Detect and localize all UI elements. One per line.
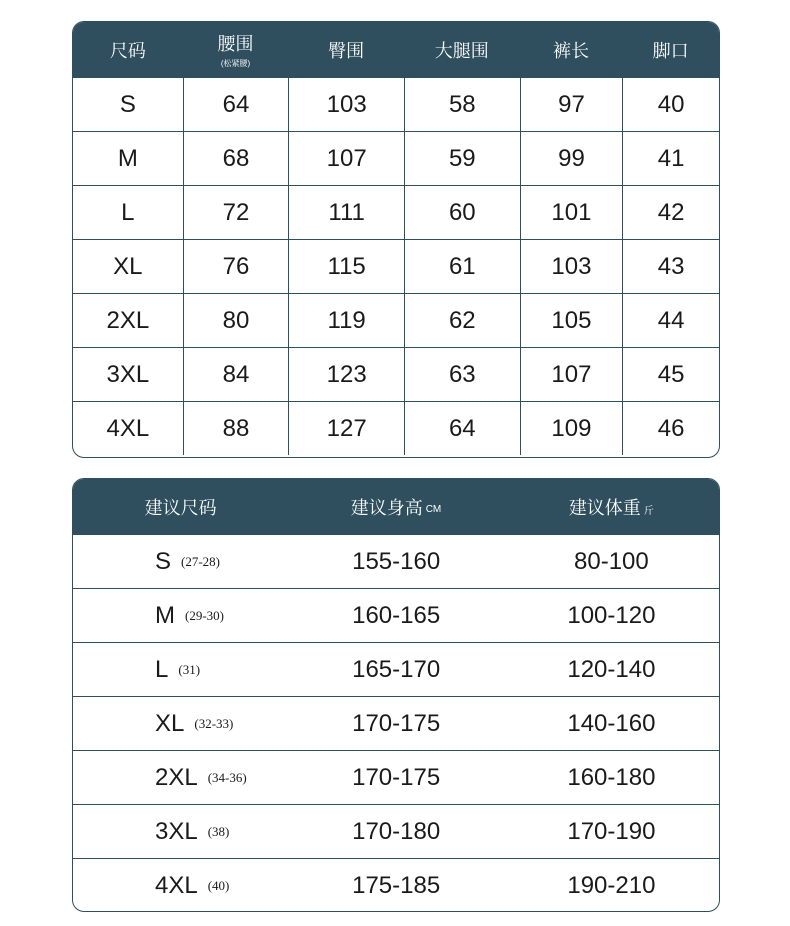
table-cell: 40	[622, 78, 719, 131]
header-label: 大腿围	[434, 40, 489, 61]
table-cell: 107	[288, 132, 404, 185]
size-label: S	[155, 547, 172, 575]
table-row	[73, 858, 719, 912]
size-label: 3XL	[155, 817, 198, 845]
table-cell: XL	[113, 252, 143, 280]
weight-cell: 140-160	[567, 709, 656, 737]
header-cell-recommended-height	[288, 479, 503, 534]
size-cell	[73, 643, 289, 696]
header-cell-thigh	[404, 22, 520, 77]
table-cell: 59	[404, 132, 520, 185]
height-cell: 170-180	[352, 817, 441, 845]
table-row	[73, 534, 719, 588]
header-cell-waist	[183, 22, 289, 77]
table-cell: 80	[183, 294, 289, 347]
size-cell	[73, 589, 289, 642]
waist-range-label: (29-30)	[185, 607, 224, 623]
table-cell: 62	[404, 294, 520, 347]
header-cell-recommended-weight	[504, 479, 719, 534]
header-cell-size	[73, 22, 183, 77]
waist-range-label: (40)	[207, 877, 230, 893]
header-sublabel: (松紧腰)	[220, 59, 251, 68]
waist-range-label: (27-28)	[181, 553, 221, 569]
recommendation-header-row	[73, 479, 719, 534]
table-cell: 97	[520, 78, 623, 131]
table-cell: 109	[520, 402, 623, 455]
weight-cell: 100-120	[567, 601, 656, 629]
header-cell-hem	[622, 22, 719, 77]
table-cell: 107	[520, 348, 623, 401]
recommendation-table	[72, 478, 720, 912]
table-cell: M	[117, 144, 138, 172]
table-cell: 64	[404, 402, 520, 455]
header-unit: CM	[425, 504, 442, 515]
header-label: 脚口	[652, 40, 689, 61]
table-cell: 123	[288, 348, 404, 401]
table-cell: 4XL	[106, 414, 150, 442]
header-label: 建议尺码	[144, 497, 217, 518]
height-cell: 170-175	[352, 709, 441, 737]
table-cell: 41	[622, 132, 719, 185]
waist-range-label: (38)	[207, 823, 230, 839]
height-cell: 170-175	[352, 763, 441, 791]
header-label: 裤长	[552, 40, 589, 61]
table-row	[73, 77, 719, 131]
size-cell	[73, 535, 289, 588]
table-row	[73, 131, 719, 185]
size-label: M	[155, 601, 175, 629]
header-cell-length	[520, 22, 623, 77]
table-cell: 42	[622, 186, 719, 239]
size-label: 2XL	[155, 763, 198, 791]
table-cell: 127	[288, 402, 404, 455]
table-cell: 2XL	[106, 306, 150, 334]
weight-cell: 80-100	[574, 547, 649, 575]
weight-cell: 160-180	[567, 763, 656, 791]
size-label: XL	[155, 709, 185, 737]
table-cell: 88	[183, 402, 289, 455]
size-cell	[73, 751, 289, 804]
table-cell: 58	[404, 78, 520, 131]
size-chart-table	[72, 21, 720, 458]
table-cell: 101	[520, 186, 623, 239]
table-cell: 3XL	[106, 360, 150, 388]
height-cell: 160-165	[352, 601, 441, 629]
recommendation-body	[73, 534, 719, 912]
size-label: L	[155, 655, 169, 683]
table-cell: 72	[183, 186, 289, 239]
size-cell	[73, 805, 289, 858]
table-row	[73, 642, 719, 696]
table-row	[73, 696, 719, 750]
table-cell: L	[121, 198, 135, 226]
table-row	[73, 185, 719, 239]
header-label: 建议体重	[568, 497, 641, 518]
header-unit: 斤	[643, 506, 654, 517]
table-cell: 68	[183, 132, 289, 185]
table-cell: 63	[404, 348, 520, 401]
table-row	[73, 588, 719, 642]
weight-cell: 170-190	[567, 817, 656, 845]
table-cell: 103	[288, 78, 404, 131]
table-cell: 111	[288, 186, 404, 239]
table-cell: S	[119, 90, 136, 118]
header-label: 尺码	[109, 40, 146, 61]
table-row	[73, 347, 719, 401]
table-cell: 105	[520, 294, 623, 347]
waist-range-label: (34-36)	[207, 769, 247, 785]
table-row	[73, 239, 719, 293]
waist-range-label: (32-33)	[194, 715, 234, 731]
size-cell	[73, 859, 289, 912]
table-row	[73, 293, 719, 347]
table-cell: 84	[183, 348, 289, 401]
height-cell: 175-185	[352, 871, 441, 899]
weight-cell: 120-140	[567, 655, 656, 683]
table-cell: 119	[288, 294, 404, 347]
table-cell: 45	[622, 348, 719, 401]
table-cell: 76	[183, 240, 289, 293]
size-cell	[73, 697, 289, 750]
header-label: 臀围	[328, 40, 365, 61]
table-row	[73, 804, 719, 858]
weight-cell: 190-210	[567, 871, 656, 899]
header-label: 腰围	[217, 34, 254, 54]
table-cell: 46	[622, 402, 719, 455]
size-chart-header-row	[73, 22, 719, 77]
table-cell: 103	[520, 240, 623, 293]
table-cell: 43	[622, 240, 719, 293]
height-cell: 165-170	[352, 655, 441, 683]
table-row	[73, 750, 719, 804]
size-chart-body	[73, 77, 719, 455]
table-row	[73, 401, 719, 455]
table-cell: 44	[622, 294, 719, 347]
height-cell: 155-160	[352, 547, 441, 575]
table-cell: 99	[520, 132, 623, 185]
header-cell-hip	[288, 22, 404, 77]
table-cell: 64	[183, 78, 289, 131]
header-label: 建议身高	[350, 497, 423, 518]
table-cell: 60	[404, 186, 520, 239]
waist-range-label: (31)	[178, 661, 201, 677]
size-label: 4XL	[155, 871, 198, 899]
table-cell: 115	[288, 240, 404, 293]
table-cell: 61	[404, 240, 520, 293]
header-cell-recommended-size	[73, 479, 288, 534]
